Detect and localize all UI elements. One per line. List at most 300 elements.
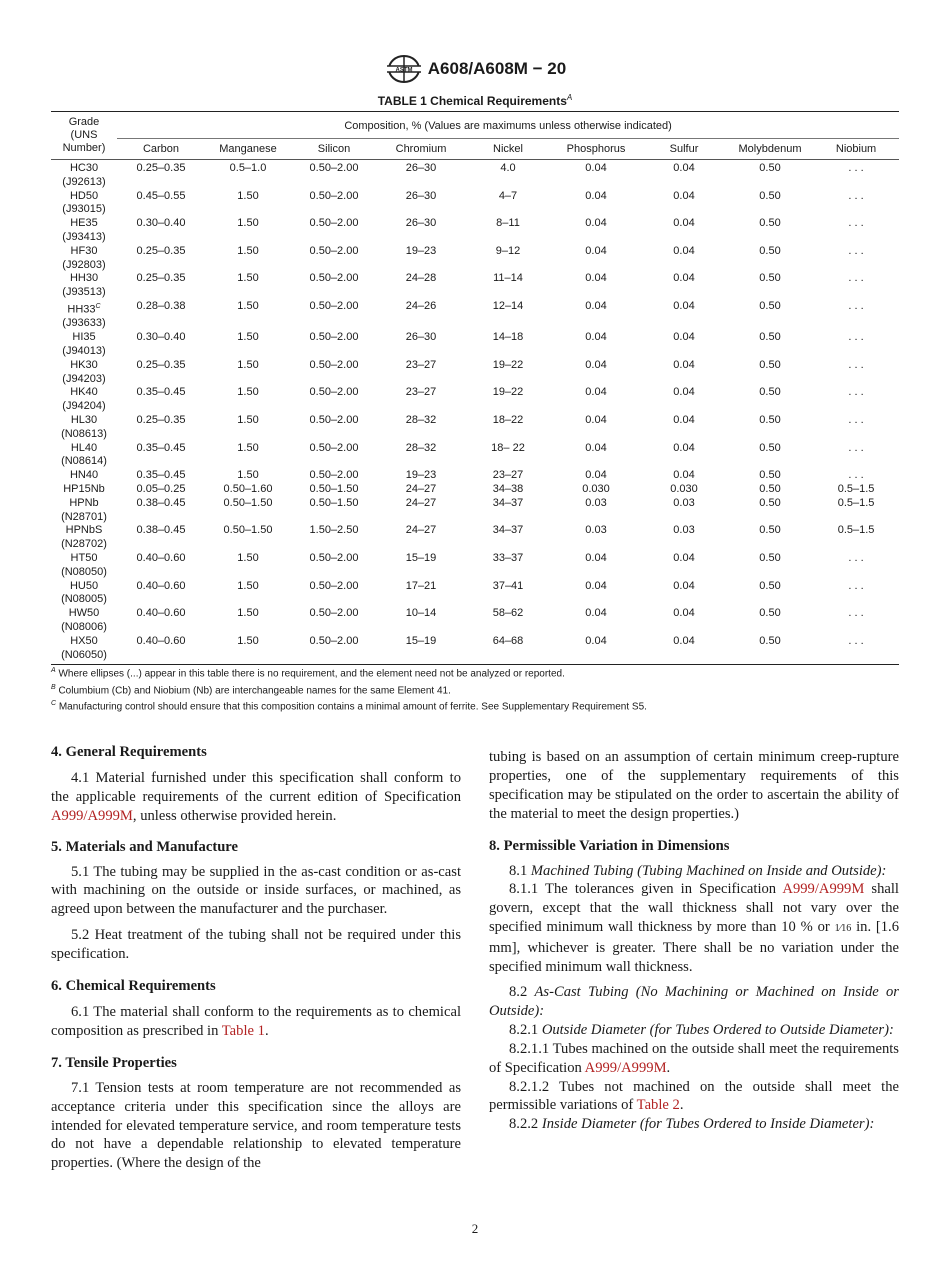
column-header-silicon: Silicon xyxy=(291,139,377,160)
grade-cell xyxy=(51,580,117,608)
paragraph-title: Machined Tubing (Tubing Machined on Inside and Outside): xyxy=(530,862,887,879)
value-cell: 26–30 xyxy=(405,162,437,174)
table-row xyxy=(51,359,899,387)
paragraph-8-2-1 xyxy=(489,1021,899,1040)
grade-name xyxy=(51,331,117,345)
value-cell: 0.50 xyxy=(759,189,781,202)
grade-header-line: Grade xyxy=(68,116,100,128)
value-cell: 0.04 xyxy=(673,551,695,564)
grade-name xyxy=(51,300,117,317)
column-header-nickel: Nickel xyxy=(465,139,551,160)
grade-text: HK40 xyxy=(70,386,98,399)
footnote-text: Columbium (Cb) and Niobium (Nb) are interchangeable names for the same Element 41. xyxy=(55,684,451,696)
table-row xyxy=(51,552,899,580)
value-cell: 0.40–0.60 xyxy=(136,551,186,564)
grade-cell xyxy=(51,483,117,497)
paragraph-number: 8.2.1 xyxy=(509,1021,542,1038)
value-cell: 0.50 xyxy=(759,524,781,537)
grade-cell xyxy=(51,300,117,331)
uns-number: (N08005) xyxy=(61,593,107,606)
value-cell: 0.28–0.38 xyxy=(136,299,186,312)
column-header-sulfur: Sulfur xyxy=(641,139,727,160)
value-cell: 0.04 xyxy=(585,579,607,592)
paragraph-8-1-1 xyxy=(489,880,899,977)
value-cell: 0.50 xyxy=(759,299,781,312)
uns-number: (N08050) xyxy=(61,565,107,578)
value-cell: 0.04 xyxy=(585,272,607,285)
paragraph-8-2-1-2 xyxy=(489,1078,899,1116)
value-cell: 0.38–0.45 xyxy=(136,496,186,509)
value-cell: 0.04 xyxy=(673,331,695,344)
grade-name xyxy=(51,524,117,538)
value-cell: 0.40–0.60 xyxy=(136,607,186,620)
value-cell: 0.50 xyxy=(759,482,781,495)
value-cell: 0.38–0.45 xyxy=(136,524,186,537)
value-cell: 33–37 xyxy=(492,551,524,564)
value-cell: 0.04 xyxy=(673,272,695,285)
value-cell: 0.04 xyxy=(585,189,607,202)
value-cell: 0.03 xyxy=(585,524,607,537)
value-cell: 0.50–2.00 xyxy=(309,551,359,564)
grade-cell xyxy=(51,160,117,190)
uns-number: (N06050) xyxy=(61,648,107,661)
value-cell: 0.04 xyxy=(585,607,607,620)
paragraph-text: 4.1 Material furnished under this specification shall conform to the applicable requirements of the current edition of Specification xyxy=(51,769,461,805)
grade-name xyxy=(51,245,117,259)
table-row xyxy=(51,469,899,483)
astm-logo-icon xyxy=(384,52,424,86)
value-cell: 0.50–1.50 xyxy=(309,482,359,495)
value-cell: 0.50 xyxy=(759,217,781,230)
paragraph-number: 8.2 xyxy=(509,983,535,1000)
value-cell: 0.04 xyxy=(585,162,607,174)
paragraph-title: Inside Diameter (for Tubes Ordered to Inside Diameter): xyxy=(541,1116,875,1133)
value-cell: 0.50–2.00 xyxy=(309,358,359,371)
value-cell: 0.05–0.25 xyxy=(136,482,186,495)
value-cell: 0.35–0.45 xyxy=(136,469,186,482)
value-cell: 24–27 xyxy=(405,482,437,495)
left-column xyxy=(51,743,461,1173)
value-cell: 0.04 xyxy=(673,441,695,454)
value-cell: 0.50–1.60 xyxy=(223,482,273,495)
value-cell: . . . xyxy=(848,579,864,592)
table-row xyxy=(51,483,899,497)
value-cell: 19–23 xyxy=(405,469,437,482)
grade-text: HH33 xyxy=(67,303,96,316)
value-cell: 1.50 xyxy=(237,299,259,312)
grade-name xyxy=(51,190,117,204)
table-row xyxy=(51,580,899,608)
section-7-heading: 7. Tensile Properties xyxy=(51,1054,177,1071)
paragraph-4-1 xyxy=(51,769,461,826)
value-cell: . . . xyxy=(848,162,864,174)
value-cell: . . . xyxy=(848,469,864,482)
table-title-text: TABLE 1 Chemical Requirements xyxy=(377,94,567,108)
table-row xyxy=(51,607,899,635)
value-cell: . . . xyxy=(848,299,864,312)
value-cell: 15–19 xyxy=(405,551,437,564)
grade-name xyxy=(51,162,117,176)
grade-text: HPNb xyxy=(69,496,99,509)
uns-number: (J94203) xyxy=(62,372,106,385)
value-cell: . . . xyxy=(813,635,899,665)
grade-name xyxy=(51,580,117,594)
value-cell: 0.45–0.55 xyxy=(136,189,186,202)
grade-name xyxy=(51,497,117,511)
grade-cell xyxy=(51,635,117,665)
value-cell: 58–62 xyxy=(492,607,524,620)
table-title xyxy=(0,93,950,108)
value-cell: 0.50 xyxy=(759,386,781,399)
value-cell: 0.25–0.35 xyxy=(136,272,186,285)
uns-number: (J93633) xyxy=(62,317,106,330)
value-cell: . . . xyxy=(848,331,864,344)
grade-cell xyxy=(51,272,117,300)
value-cell: 34–37 xyxy=(492,524,524,537)
uns-number: (N28702) xyxy=(61,538,107,551)
grade-cell xyxy=(51,497,117,525)
value-cell: 0.50–2.00 xyxy=(309,331,359,344)
element-header-row xyxy=(51,139,899,160)
section-6-heading: 6. Chemical Requirements xyxy=(51,978,216,995)
value-cell: 11–14 xyxy=(493,272,523,285)
value-cell: 1.50 xyxy=(237,217,259,230)
uns-number: (N08613) xyxy=(61,427,107,440)
table-body xyxy=(51,160,899,665)
svg-text:ASTM: ASTM xyxy=(395,67,413,74)
value-cell: 0.50–1.50 xyxy=(223,524,273,537)
value-cell: 0.35–0.45 xyxy=(136,386,186,399)
value-cell: 64–68 xyxy=(465,635,551,665)
value-cell: . . . xyxy=(848,272,864,285)
value-cell: 24–27 xyxy=(405,524,437,537)
value-cell: 34–37 xyxy=(492,496,524,509)
value-cell: 0.50–1.50 xyxy=(223,496,273,509)
value-cell: 0.25–0.35 xyxy=(136,162,186,174)
value-cell: 1.50 xyxy=(237,386,259,399)
grade-cell xyxy=(51,607,117,635)
value-cell: 0.50 xyxy=(759,358,781,371)
paragraph-text: 6.1 The material shall conform to the requirements as to chemical composition as prescribed in xyxy=(51,1003,461,1039)
value-cell: 0.30–0.40 xyxy=(136,331,186,344)
value-cell: 24–26 xyxy=(405,299,437,312)
grade-name xyxy=(51,469,117,483)
paragraph-8-2-2 xyxy=(489,1115,899,1134)
uns-number: (J93513) xyxy=(62,286,106,299)
value-cell: 0.35–0.45 xyxy=(136,441,186,454)
paragraph-5-1: 5.1 The tubing may be supplied in the as-cast condition or as-cast with machining on the outside or inside surfaces, or machined, as agreed upon between the manufacturer and the purchaser. xyxy=(51,863,461,918)
value-cell: 0.50–2.00 xyxy=(309,414,359,426)
value-cell: 24–27 xyxy=(405,496,437,509)
grade-cell xyxy=(51,469,117,483)
value-cell: 0.50–2.00 xyxy=(309,217,359,230)
paragraph-7-1: 7.1 Tension tests at room temperature are not recommended as acceptance criteria under this specification since the alloys are intended for elevated temperature service, and room temperature tests do not have a dependable relationship to elevated temperature properties. (Where the design of the xyxy=(51,1079,461,1172)
value-cell: 0.04 xyxy=(585,441,607,454)
value-cell: 0.50–1.50 xyxy=(309,496,359,509)
section-8-heading: 8. Permissible Variation in Dimensions xyxy=(489,837,730,854)
value-cell: 0.50–2.00 xyxy=(291,635,377,665)
value-cell: 0.40–0.60 xyxy=(117,635,205,665)
value-cell: 0.04 xyxy=(673,162,695,174)
value-cell: . . . xyxy=(848,414,864,426)
table-row xyxy=(51,442,899,470)
value-cell: 28–32 xyxy=(405,441,437,454)
value-cell: 0.04 xyxy=(673,244,695,257)
value-cell: 12–14 xyxy=(492,299,524,312)
value-cell: 0.50–2.00 xyxy=(309,272,359,285)
table-row xyxy=(51,331,899,359)
link-a999[interactable]: A999/A999M xyxy=(782,881,865,898)
grade-text: HL30 xyxy=(70,414,98,426)
value-cell: 0.50–2.00 xyxy=(309,244,359,257)
link-table-2[interactable]: Table 2 xyxy=(636,1097,680,1114)
table-row xyxy=(51,300,899,331)
grade-cell xyxy=(51,414,117,442)
value-cell: . . . xyxy=(848,386,864,399)
paragraph-text: . xyxy=(666,1059,671,1076)
value-cell: . . . xyxy=(848,358,864,371)
paragraph-title: Outside Diameter (for Tubes Ordered to Outside Diameter): xyxy=(541,1021,894,1038)
value-cell: 0.5–1.5 xyxy=(837,482,875,495)
value-cell: 1.50 xyxy=(237,551,259,564)
value-cell: 14–18 xyxy=(492,331,524,344)
grade-name xyxy=(51,359,117,373)
footnote-mark: A xyxy=(51,667,56,674)
table-row xyxy=(51,272,899,300)
value-cell: 1.50 xyxy=(237,469,259,482)
grade-text: HU50 xyxy=(69,579,99,592)
grade-cell xyxy=(51,442,117,470)
table-row xyxy=(51,160,899,190)
value-cell: 23–27 xyxy=(405,386,437,399)
value-cell: 0.04 xyxy=(585,217,607,230)
grade-name xyxy=(51,217,117,231)
uns-number: (N08006) xyxy=(61,620,107,633)
grade-cell xyxy=(51,331,117,359)
value-cell: 0.030 xyxy=(582,482,610,495)
value-cell: 1.50 xyxy=(237,579,259,592)
value-cell: 0.50–2.00 xyxy=(309,579,359,592)
grade-header-line: (UNS xyxy=(70,129,98,141)
footnote-mark: C xyxy=(51,700,57,708)
value-cell: 9–12 xyxy=(495,244,521,257)
grade-text: HX50 xyxy=(70,634,98,647)
footnote xyxy=(51,664,899,681)
right-column xyxy=(489,748,899,1134)
grade-cell xyxy=(51,359,117,387)
value-cell: 0.25–0.35 xyxy=(136,358,186,371)
grade-name xyxy=(51,414,117,428)
value-cell: 0.04 xyxy=(585,551,607,564)
value-cell: 0.04 xyxy=(673,358,695,371)
value-cell: 18– 22 xyxy=(491,441,525,454)
grade-column-header xyxy=(51,112,117,160)
paragraph-7-1-continued: tubing is based on an assumption of certain minimum creep-rupture properties, one of the supplementary requirements of this specification may be stipulated on the order to ascertain the ability of the material to meet the design properties.) xyxy=(489,749,899,822)
uns-number: (J92803) xyxy=(62,258,106,271)
value-cell: 19–23 xyxy=(405,244,437,257)
value-cell: 0.50 xyxy=(759,579,781,592)
value-cell: 1.50 xyxy=(205,635,291,665)
value-cell: 8–11 xyxy=(496,217,520,230)
grade-text: HH30 xyxy=(69,272,99,285)
value-cell: 0.04 xyxy=(585,386,607,399)
value-cell: 0.50 xyxy=(759,244,781,257)
value-cell: 1.50 xyxy=(237,189,259,202)
grade-text: HPNbS xyxy=(65,524,103,537)
column-header-molybdenum: Molybdenum xyxy=(727,139,813,160)
value-cell: 0.04 xyxy=(585,469,607,482)
value-cell: 0.40–0.60 xyxy=(136,579,186,592)
value-cell: . . . xyxy=(848,189,864,202)
composition-header: Composition, % (Values are maximums unless otherwise indicated) xyxy=(117,112,899,139)
column-header-niobium: Niobium xyxy=(813,139,899,160)
value-cell: 0.50 xyxy=(759,441,781,454)
uns-number: (J93413) xyxy=(62,230,106,243)
uns-number: (J94204) xyxy=(62,400,106,413)
value-cell: 0.50 xyxy=(759,607,781,620)
paragraph-8-2-1-1 xyxy=(489,1040,899,1078)
value-cell: 4.0 xyxy=(500,162,516,174)
value-cell: 1.50 xyxy=(237,358,259,371)
value-cell: 0.04 xyxy=(673,217,695,230)
value-cell: 19–22 xyxy=(492,386,524,399)
value-cell: . . . xyxy=(848,244,864,257)
value-cell: 0.50–2.00 xyxy=(309,299,359,312)
value-cell: 0.04 xyxy=(673,469,695,482)
footnote-text: Manufacturing control should ensure that this composition contains a minimal amount of ferrite. See Supplementary Requirement S5. xyxy=(56,701,647,713)
paragraph-8-1 xyxy=(489,862,899,881)
table-row xyxy=(51,217,899,245)
paragraph-6-1 xyxy=(51,1003,461,1041)
grade-text: HT50 xyxy=(70,551,98,564)
grade-text: HE35 xyxy=(70,217,98,230)
link-table-1[interactable]: Table 1 xyxy=(221,1022,265,1039)
grade-note: C xyxy=(95,302,101,310)
value-cell: 24–28 xyxy=(405,272,437,285)
value-cell: 0.30–0.40 xyxy=(136,217,186,230)
paragraph-text: 8.2.1.2 Tubes not machined on the outside shall meet the permissible variations of xyxy=(489,1078,899,1114)
value-cell: 17–21 xyxy=(405,579,437,592)
table-row xyxy=(51,245,899,273)
document-id: A608/A608M − 20 xyxy=(427,59,567,78)
value-cell: 0.04 xyxy=(551,635,641,665)
value-cell: . . . xyxy=(848,441,864,454)
paragraph-title: As-Cast Tubing (No Machining or Machined on Inside or Outside): xyxy=(489,983,899,1019)
value-cell: 0.50–2.00 xyxy=(309,607,359,620)
value-cell: 0.04 xyxy=(641,635,727,665)
paragraph-number: 8.1 xyxy=(509,862,531,879)
table-row xyxy=(51,190,899,218)
value-cell: 0.5–1.0 xyxy=(229,162,267,174)
uns-number: (N08614) xyxy=(61,455,107,468)
page-number: 2 xyxy=(471,1221,479,1236)
grade-text: HC30 xyxy=(69,162,99,174)
table-title-note: A xyxy=(566,93,573,102)
footnote xyxy=(51,681,899,698)
table-row xyxy=(51,497,899,525)
value-cell: 34–38 xyxy=(492,482,524,495)
value-cell: 0.5–1.5 xyxy=(837,496,875,509)
value-cell: 0.50 xyxy=(759,331,781,344)
value-cell: 0.50 xyxy=(759,162,781,174)
table-row xyxy=(51,635,899,665)
value-cell: 1.50 xyxy=(237,244,259,257)
paragraph-text: . xyxy=(264,1022,269,1039)
grade-name xyxy=(51,442,117,456)
grade-text: HK30 xyxy=(70,358,98,371)
value-cell: 1.50 xyxy=(237,607,259,620)
grade-text: HD50 xyxy=(69,189,99,202)
value-cell: 0.04 xyxy=(585,299,607,312)
paragraph-text: 8.2.1.1 Tubes machined on the outside shall meet the requirements of Specification xyxy=(489,1040,899,1076)
value-cell: 23–27 xyxy=(405,358,437,371)
value-cell: 0.50–2.00 xyxy=(309,469,359,482)
value-cell: 4–7 xyxy=(498,189,518,202)
link-a999[interactable]: A999/A999M xyxy=(51,807,133,824)
value-cell: 0.03 xyxy=(673,524,695,537)
uns-number: (J93015) xyxy=(62,203,106,216)
paragraph-5-2: 5.2 Heat treatment of the tubing shall not be required under this specification. xyxy=(51,927,461,963)
value-cell: 0.50 xyxy=(759,551,781,564)
column-header-phosphorus: Phosphorus xyxy=(551,139,641,160)
value-cell: 0.25–0.35 xyxy=(136,244,186,257)
page-header xyxy=(0,52,950,86)
paragraph-text: in. [1.6 mm], whichever is greater. There shall be no variation under the specified minimum wall thickness. xyxy=(489,919,900,976)
value-cell: 0.04 xyxy=(673,607,695,620)
value-cell: 26–30 xyxy=(405,217,437,230)
grade-cell xyxy=(51,245,117,273)
value-cell: 0.04 xyxy=(585,331,607,344)
value-cell: 15–19 xyxy=(377,635,465,665)
column-header-chromium: Chromium xyxy=(377,139,465,160)
value-cell: 0.04 xyxy=(673,579,695,592)
column-header-manganese: Manganese xyxy=(205,139,291,160)
value-cell: 1.50 xyxy=(237,414,259,426)
paragraph-text: shall govern, except that the wall thickness shall not vary over the specified minimum wall thickness by more than 10 % or xyxy=(489,881,899,936)
value-cell: 26–30 xyxy=(405,331,437,344)
value-cell: 23–27 xyxy=(492,469,524,482)
fraction: 1⁄16 xyxy=(834,923,852,935)
uns-number: (J92613) xyxy=(62,175,106,188)
value-cell: 0.04 xyxy=(673,189,695,202)
value-cell: 0.50–2.00 xyxy=(309,189,359,202)
uns-number: (N28701) xyxy=(61,510,107,523)
value-cell: 0.50–2.00 xyxy=(309,441,359,454)
table-footnotes xyxy=(51,664,899,714)
grade-name xyxy=(51,635,117,649)
value-cell: 1.50 xyxy=(237,272,259,285)
grade-text: HL40 xyxy=(70,441,98,454)
value-cell: 18–22 xyxy=(492,414,524,426)
grade-name xyxy=(51,483,117,497)
paragraph-number: 8.2.2 xyxy=(509,1116,542,1133)
value-cell: 28–32 xyxy=(405,414,437,426)
grade-text: HF30 xyxy=(70,244,98,257)
grade-text: HN40 xyxy=(69,469,99,482)
value-cell: 26–30 xyxy=(405,189,437,202)
grade-name xyxy=(51,552,117,566)
grade-name xyxy=(51,386,117,400)
section-4-heading: 4. General Requirements xyxy=(51,744,207,760)
value-cell: 0.25–0.35 xyxy=(136,414,186,426)
grade-cell xyxy=(51,524,117,552)
value-cell: . . . xyxy=(848,607,864,620)
value-cell: 0.50 xyxy=(759,469,781,482)
link-a999[interactable]: A999/A999M xyxy=(584,1059,667,1076)
value-cell: 0.04 xyxy=(585,244,607,257)
footnote xyxy=(51,697,899,714)
footnote-text: Where ellipses (...) appear in this table there is no requirement, and the element need not be analyzed or reported. xyxy=(55,668,565,680)
